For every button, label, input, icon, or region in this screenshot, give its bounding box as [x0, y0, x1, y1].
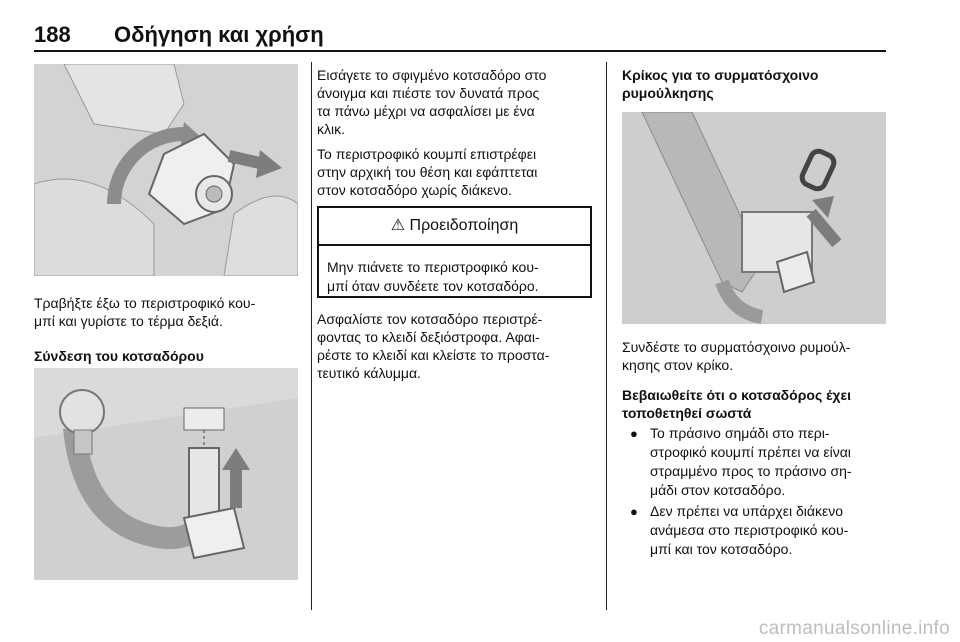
bullet-marker: ●	[630, 504, 638, 519]
paragraph-lock-key: Ασφαλίστε τον κοτσαδόρο περιστρέ- φοντας το κλειδί δεξιόστροφα. Αφαι- ρέστε το κλειδί και κλείστε το προστα- τευτικό κάλυμμα.	[317, 311, 550, 381]
paragraph-insert: Εισάγετε το σφιγμένο κοτσαδόρο στο άνοιγμα και πιέστε τον δυνατά προς τα πάνω μέχρι να ασφαλίσει με ένα κλικ.	[317, 67, 547, 137]
figure-tow-bar-insert	[34, 368, 298, 580]
bullet-marker: ●	[630, 426, 638, 441]
warning-text: Μην πιάνετε το περιστροφικό κου- μπί όταν συνδέετε τον κοτσαδόρο.	[327, 259, 539, 294]
paragraph-knob-returns: Το περιστροφικό κουμπί επιστρέφει στην αρχική του θέση και εφάπτεται στον κοτσαδόρο χωρίς διάκενο.	[317, 146, 538, 198]
section-heading-connect: Σύνδεση του κοτσαδόρου	[34, 348, 204, 364]
list-item: ● Το πράσινο σημάδι στο περι- στροφικό κουμπί πρέπει να είναι στραμμένο προς το πράσινο ση- μάδι στον κοτσαδόρο.	[630, 425, 852, 498]
header-rule	[34, 50, 886, 52]
rotary-knob-illustration	[34, 64, 298, 276]
page-title: Οδήγηση και χρήση	[114, 22, 324, 47]
caption-connect-cable: Συνδέστε το συρματόσχοινο ρυμούλ- κησης στον κρίκο.	[622, 339, 851, 373]
watermark: carmanualsonline.info	[758, 618, 950, 639]
figure-rotary-knob	[34, 64, 298, 276]
page-header	[34, 16, 886, 56]
warning-header	[319, 208, 590, 246]
warning-title: Προειδοποίηση	[409, 217, 519, 234]
list-item: ● Δεν πρέπει να υπάρχει διάκενο ανάμεσα στο περιστροφικό κου- μπί και τον κοτσαδόρο.	[630, 503, 849, 557]
page-number: 188	[34, 22, 71, 47]
towing-eye-illustration	[622, 112, 886, 324]
warning-triangle-icon: ⚠	[390, 217, 406, 234]
section-heading-towing-eye: Κρίκος για το συρματόσχοινο ρυμούλκησης	[622, 67, 819, 101]
column-divider	[606, 62, 607, 610]
tow-bar-illustration	[34, 368, 298, 580]
column-divider	[311, 62, 312, 610]
warning-box	[317, 206, 592, 298]
section-heading-check-mounted: Βεβαιωθείτε ότι ο κοτσαδόρος έχει τοποθετηθεί σωστά	[622, 387, 852, 421]
figure-towing-eye	[622, 112, 886, 324]
caption-pull-knob: Τραβήξτε έξω το περιστροφικό κου- μπί και γυρίστε το τέρμα δεξιά.	[34, 295, 256, 329]
